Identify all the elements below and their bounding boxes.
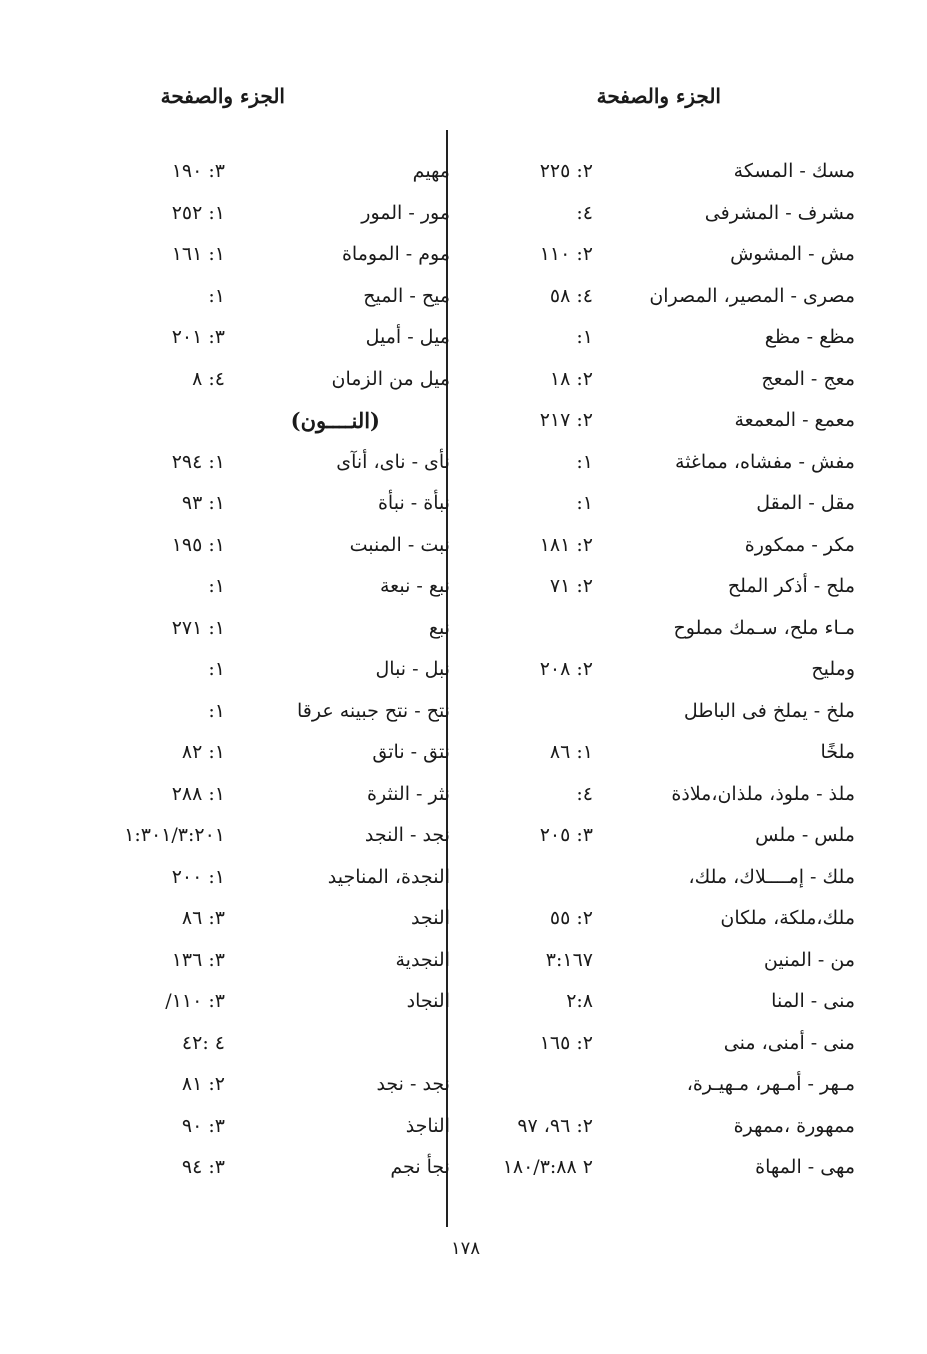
entry-reference: ٤:: [576, 201, 593, 224]
entry-term: ميل - أميل: [365, 326, 450, 348]
entry-term: الناجذ: [405, 1114, 450, 1137]
entry-term: نبأة - نبأة: [377, 492, 450, 514]
left-column-header: الجزء والصفحة: [160, 84, 285, 108]
index-entry: [470, 276, 855, 318]
entry-term: ملس - ملس: [755, 824, 855, 846]
entry-term: مش - المشوش: [730, 243, 855, 265]
right-column-header: الجزء والصفحة: [596, 84, 721, 108]
entry-term: منى - أمنى، منى: [723, 1031, 855, 1054]
entry-reference: ١: ٨٢: [181, 741, 225, 763]
entry-term: نجد - النجد: [364, 824, 450, 846]
index-entry: [60, 442, 450, 484]
entry-term: نأى - ناى، أنآى: [336, 450, 450, 473]
entry-term: ملذ - ملوذ، ملذان،ملاذة: [671, 782, 855, 805]
entry-reference: ٢: ١٨١: [539, 533, 593, 556]
entry-reference: ٣: ٢٠٥: [539, 824, 593, 846]
index-entry: [60, 317, 450, 359]
index-entry: [470, 400, 855, 442]
index-entry: [470, 649, 855, 691]
entry-term: نبل - نبال: [375, 658, 450, 680]
index-entry: [470, 151, 855, 193]
index-entry: [470, 483, 855, 525]
index-entry: [60, 940, 450, 982]
index-entry: [470, 774, 855, 816]
entry-term: ومليح: [811, 658, 855, 680]
entry-reference: ٢: ١١٠: [539, 243, 593, 265]
entry-term: ميل من الزمان: [331, 367, 450, 390]
entry-reference: ٣: ١٣٦: [171, 948, 225, 971]
entry-term: النجاد: [406, 990, 450, 1012]
entry-reference: ١:٣٠١/٣:٢٠١: [124, 824, 225, 846]
index-entry: [60, 151, 450, 193]
index-entry: [60, 359, 450, 401]
index-entry: [470, 1147, 855, 1189]
entry-reference: ١:: [208, 284, 225, 307]
entry-reference: ١:: [208, 699, 225, 722]
index-entry: [60, 981, 450, 1023]
index-entry: [470, 981, 855, 1023]
index-entry: [470, 359, 855, 401]
entry-term: نجد - نجد: [376, 1073, 450, 1095]
entry-reference: ٣:١٦٧: [545, 948, 593, 971]
entry-reference: ٢: ١٦٥: [539, 1031, 593, 1054]
entry-reference: ١:: [208, 575, 225, 597]
entry-reference: ٤: ٨: [192, 367, 225, 390]
index-entry: [60, 649, 450, 691]
index-entry: [470, 857, 855, 899]
index-entry: [470, 525, 855, 567]
index-entry: [470, 608, 855, 650]
index-entry: [470, 898, 855, 940]
entry-term: النجد: [410, 907, 450, 929]
entry-reference: ١:: [576, 326, 593, 348]
entry-reference: ٢: ٢٢٥: [539, 160, 593, 182]
entry-term: نتح - نتح جبينه عرقا: [297, 699, 450, 722]
index-entry: [60, 732, 450, 774]
entry-term: نبع - نبعة: [379, 575, 450, 597]
entry-reference: ١:: [576, 450, 593, 473]
entry-term: نثر - النثرة: [367, 782, 450, 805]
right-column: [470, 151, 855, 1189]
entry-reference: ٤: ٥٨: [549, 284, 593, 307]
entry-term: مسك - المسكة: [733, 160, 855, 182]
entry-reference: ٢: ٧١: [549, 575, 593, 597]
index-entry: [60, 276, 450, 318]
index-entry: [60, 1147, 450, 1189]
entry-term: منى - المنا: [771, 990, 855, 1012]
index-entry: [470, 732, 855, 774]
entry-reference: ١: ١٩٥: [171, 533, 225, 556]
entry-term: ملك - إمــــلاك، ملك،: [688, 865, 855, 888]
entry-term: النجدية: [395, 948, 450, 971]
entry-reference: ١: ٨٦: [549, 741, 593, 763]
entry-term: معج - المعج: [761, 367, 855, 390]
entry-reference: ٢: ٩٦، ٩٧: [517, 1114, 593, 1137]
entry-reference: ٢:٨: [566, 990, 593, 1012]
entry-reference: ١: ٢٧١: [171, 616, 225, 639]
index-entry: [470, 234, 855, 276]
index-entry: [60, 1023, 450, 1065]
index-entry: [470, 940, 855, 982]
entry-term: مكر - ممكورة: [744, 533, 855, 556]
entry-term: معمع - المعمعة: [734, 409, 855, 431]
entry-reference: ٣: ١١٠/: [165, 990, 225, 1012]
entry-term: مظع - مظع: [764, 326, 855, 348]
index-entry: [60, 691, 450, 733]
entry-term: نبت - المنبت: [349, 533, 450, 556]
entry-term: مـاء ملح، سـمك مملوح: [673, 616, 855, 639]
index-entry: [60, 1106, 450, 1148]
entry-term: مفش - مفشاه، مماغثة: [675, 450, 855, 473]
entry-term: من - المنين: [763, 948, 855, 971]
entry-reference: ١: ٢٨٨: [171, 782, 225, 805]
index-entry: [470, 442, 855, 484]
entry-reference: ١: ٢٠٠: [171, 865, 225, 888]
entry-reference: ٤ :٤٢: [181, 1031, 225, 1054]
index-entry: [470, 566, 855, 608]
page-number: ١٧٨: [450, 1238, 480, 1259]
entry-term: مور - المور: [361, 201, 450, 224]
entry-reference: ٢: ٢٠٨: [539, 658, 593, 680]
index-entry: [470, 1064, 855, 1106]
entry-term: موم - الموماة: [341, 243, 450, 265]
entry-term: مـهر - أمـهر، مـهيـرة،: [686, 1073, 855, 1095]
index-entry: [60, 193, 450, 235]
entry-reference: ٣: ٩٤: [181, 1156, 225, 1178]
entry-reference: ١:: [208, 658, 225, 680]
entry-term: ملخًا: [820, 741, 855, 763]
entry-term: ممهورة ،ممهرة: [733, 1114, 855, 1137]
entry-term: مشرف - المشرفى: [704, 201, 855, 224]
entry-reference: ١:: [576, 492, 593, 514]
entry-term: ملح - أذكر الملح: [727, 575, 855, 597]
entry-term: ملخ - يملخ فى الباطل: [683, 699, 855, 722]
entry-reference: ٣: ٢٠١: [171, 326, 225, 348]
index-entry: [60, 815, 450, 857]
index-entry: [470, 1023, 855, 1065]
entry-reference: ٢: ٥٥: [549, 907, 593, 929]
index-entry: [60, 483, 450, 525]
entry-term: النجدة، المناجيد: [327, 865, 450, 888]
entry-term: مقل - المقل: [756, 492, 855, 514]
entry-term: مهيم: [412, 160, 450, 182]
index-entry: [60, 774, 450, 816]
entry-reference: ٣: ١٩٠: [171, 160, 225, 182]
index-entry: [60, 898, 450, 940]
entry-term: ملك،ملكة، ملكان: [720, 907, 855, 929]
entry-term: نجأ نجم: [390, 1156, 450, 1178]
index-entry: [470, 691, 855, 733]
entry-term: ميح - الميح: [363, 284, 450, 307]
entry-reference: ٢: ٢١٧: [539, 409, 593, 431]
entry-reference: ١: ٢٩٤: [171, 450, 225, 473]
entry-term: نبع: [428, 616, 450, 639]
entry-term: مصرى - المصير، المصران: [649, 284, 855, 307]
index-entry: [60, 234, 450, 276]
entry-term: مهى - المهاة: [755, 1156, 855, 1178]
section-heading: (النــــون): [290, 408, 380, 433]
entry-reference: ١: ١٦١: [171, 243, 225, 265]
entry-reference: ٣: ٩٠: [181, 1114, 225, 1137]
section-heading-row: [60, 400, 450, 442]
entry-reference: ١: ٩٣: [181, 492, 225, 514]
entry-reference: ٤:: [576, 782, 593, 805]
entry-reference: ٢ ١٨٠/٣:٨٨: [502, 1156, 593, 1178]
index-entry: [470, 1106, 855, 1148]
left-column: [60, 151, 450, 1189]
index-entry: [60, 1064, 450, 1106]
index-entry: [470, 193, 855, 235]
entry-reference: ١: ٢٥٢: [171, 201, 225, 224]
entry-reference: ٢: ١٨: [549, 367, 593, 390]
entry-term: نتق - ناتق: [372, 741, 450, 763]
index-entry: [60, 608, 450, 650]
index-entry: [60, 857, 450, 899]
index-entry: [470, 317, 855, 359]
index-entry: [470, 815, 855, 857]
entry-reference: ٣: ٨٦: [181, 907, 225, 929]
index-entry: [60, 566, 450, 608]
index-entry: [60, 525, 450, 567]
entry-reference: ٢: ٨١: [181, 1073, 225, 1095]
